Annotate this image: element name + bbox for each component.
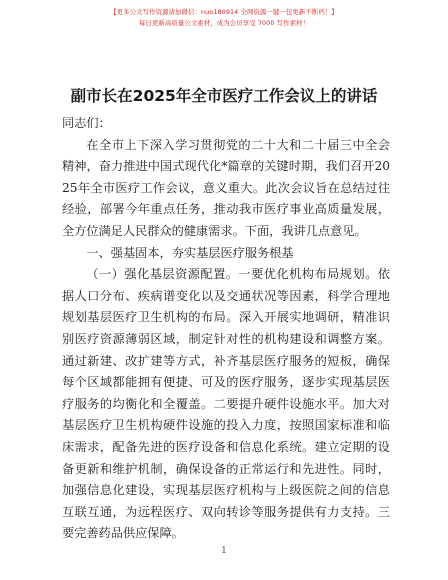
document-body — [62, 113, 390, 545]
promo-banner-line1: 【更多公文写作资源请加微信：nuo180914 全网资源一键一包更新不断档！】 — [110, 8, 338, 16]
intro-paragraph: 在全市上下深入学习贯彻党的二十大和二十届三中全会精神，奋力推进中国式现代化*篇章的关键时期，我们召开2025年全市医疗工作会议，意义重大。此次会议旨在总结过往经验，部署今年重点任务，推动我市医疗事业高质量发展，全方位满足人民群众的健康需求。下面，我讲几点意见。 — [62, 137, 390, 238]
section-paragraph: （一）强化基层资源配置。一要优化机构布局规划。依据人口分布、疾病谱变化以及交通状况等因素，科学合理地规划基层医疗卫生机构的布局。深入开展实地调研，精准识别医疗资源薄弱区域，制定针对性的机构建设和调整方案。通过新建、改扩建等方式，补齐基层医疗服务的短板，确保每个区域都能拥有便捷、可及的医疗服务，逐步实现基层医疗服务的均衡化和全覆盖。二要提升硬件设施水平。加大对基层医疗卫生机构硬件设施的投入力度，按照国家标准和临床需求，配备先进的医疗设备和信息化系统。建立定期的设备更新和维护机制，确保设备的正常运行和先进性。同时，加强信息化建设，实现基层医疗机构与上级医院之间的信息互联互通，为远程医疗、双向转诊等服务提供有力支持。三要完善药品供应保障。 — [62, 267, 390, 541]
section-heading: 一、强基固本，夯实基层医疗服务根基 — [86, 245, 294, 260]
document-title: 副市长在2025年全市医疗工作会议上的讲话 — [70, 87, 378, 105]
promo-banner-line2: 每日更新高质量公文素材，成为会员享受 7000 写作素材！ — [138, 19, 310, 27]
page-number: 1 — [221, 546, 227, 556]
salutation: 同志们： — [62, 116, 111, 130]
